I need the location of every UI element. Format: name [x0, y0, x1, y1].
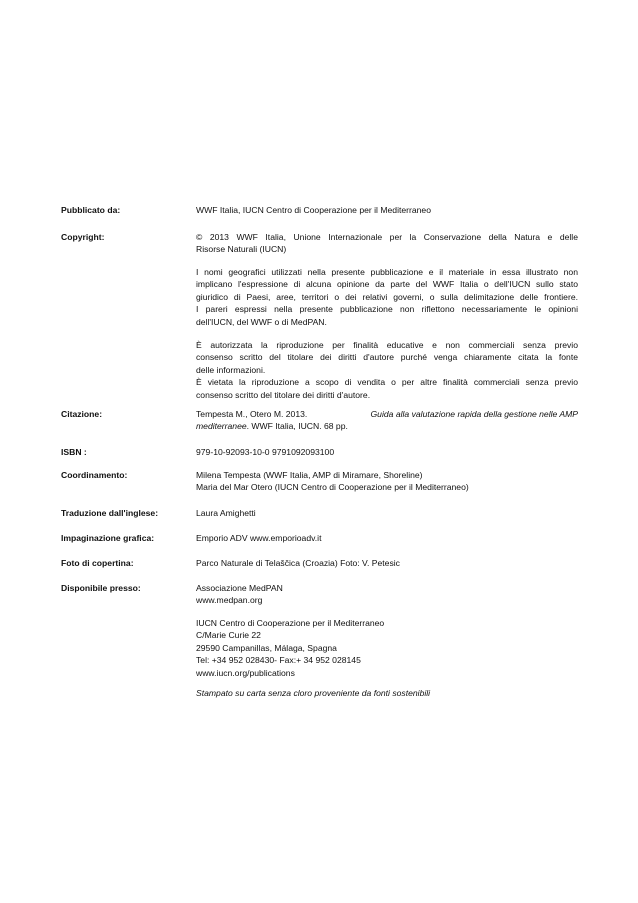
- coordinator-name: Milena Tempesta (WWF Italia, AMP di Miramare, Shoreline): [196, 470, 423, 480]
- coordination-value: [196, 469, 578, 494]
- iucn-address: [196, 617, 578, 679]
- address-line: IUCN Centro di Cooperazione per il Mediterraneo: [196, 618, 385, 628]
- copyright-line: © 2013 WWF Italia, Unione Internazionale per la Conservazione della Natura e delle: [196, 232, 578, 242]
- disclaimer-line: dell'IUCN, del WWF o di MedPAN.: [196, 316, 327, 327]
- copyright-value: [196, 231, 578, 256]
- cover-label: Foto di copertina:: [61, 558, 134, 568]
- citation-authors: Tempesta M., Otero M. 2013.: [196, 409, 308, 419]
- citation-title-start: Guida alla valutazione rapida della gestione nelle AMP: [370, 409, 578, 419]
- authorization-line: È vietata la riproduzione a scopo di vendita o per altre finalità commerciali senza previo: [196, 377, 578, 388]
- layout-label: Impaginazione grafica:: [61, 533, 155, 543]
- published-label: Pubblicato da:: [61, 205, 121, 215]
- cover-value: Parco Naturale di Telaščica (Croazia) Foto: V. Petesic: [196, 558, 400, 568]
- available-label: Disponibile presso:: [61, 583, 141, 593]
- address-line: www.iucn.org/publications: [196, 667, 295, 678]
- citation-label: Citazione:: [61, 409, 103, 419]
- disclaimer-line: I nomi geografici utilizzati nella presente pubblicazione e il materiale in essa illustrato non: [196, 267, 578, 277]
- address-line: Tel: +34 952 028430- Fax:+ 34 952 028145: [196, 655, 361, 666]
- layout-value: Emporio ADV www.emporioadv.it: [196, 533, 322, 543]
- authorization-line: È autorizzata la riproduzione per finalità educative e non commerciali senza previo: [196, 340, 578, 350]
- citation-line: [196, 420, 578, 432]
- citation-value: [196, 408, 578, 433]
- medpan-address: [196, 582, 578, 607]
- isbn-label: ISBN :: [61, 447, 87, 457]
- disclaimer-line: I pareri espressi nella presente pubblicazione non riflettono necessariamente le opinioni: [196, 304, 578, 315]
- citation-publisher: . WWF Italia, IUCN. 68 pp.: [246, 421, 348, 432]
- address-line: C/Marie Curie 22: [196, 630, 261, 641]
- isbn-value: 979-10-92093-10-0 9791092093100: [196, 447, 335, 457]
- paper-note: Stampato su carta senza cloro proveniente da fonti sostenibili: [196, 688, 431, 698]
- authorization-line: consenso scritto del titolare dei diritti d'autore purché venga chiaramente citata la fonte: [196, 352, 578, 363]
- disclaimer-line: implicano l'espressione di alcuna opinione da parte del WWF Italia o dell'IUCN sullo stato: [196, 279, 578, 290]
- citation-line: [196, 408, 578, 420]
- citation-title-end: mediterranee: [196, 421, 247, 432]
- copyright-line: Risorse Naturali (IUCN): [196, 244, 287, 255]
- translation-value: Laura Amighetti: [196, 508, 256, 518]
- copyright-label: Copyright:: [61, 232, 105, 242]
- authorization-line: consenso scritto del titolare dei diritti d'autore.: [196, 389, 371, 400]
- translation-label: Traduzione dall'inglese:: [61, 508, 159, 518]
- authorization-line: delle informazioni.: [196, 364, 266, 375]
- address-line: www.medpan.org: [196, 595, 263, 606]
- published-value: WWF Italia, IUCN Centro di Cooperazione per il Mediterraneo: [196, 205, 431, 215]
- disclaimer-line: giuridico di Paesi, aree, territori o dei relativi governi, o sulla delimitazione delle frontiere.: [196, 291, 578, 302]
- address-line: Associazione MedPAN: [196, 583, 283, 593]
- disclaimer-paragraph: [196, 266, 578, 328]
- address-line: 29590 Campanillas, Málaga, Spagna: [196, 642, 337, 653]
- coordinator-name: Maria del Mar Otero (IUCN Centro di Cooperazione per il Mediterraneo): [196, 482, 469, 493]
- authorization-paragraph: [196, 339, 578, 401]
- coordination-label: Coordinamento:: [61, 470, 128, 480]
